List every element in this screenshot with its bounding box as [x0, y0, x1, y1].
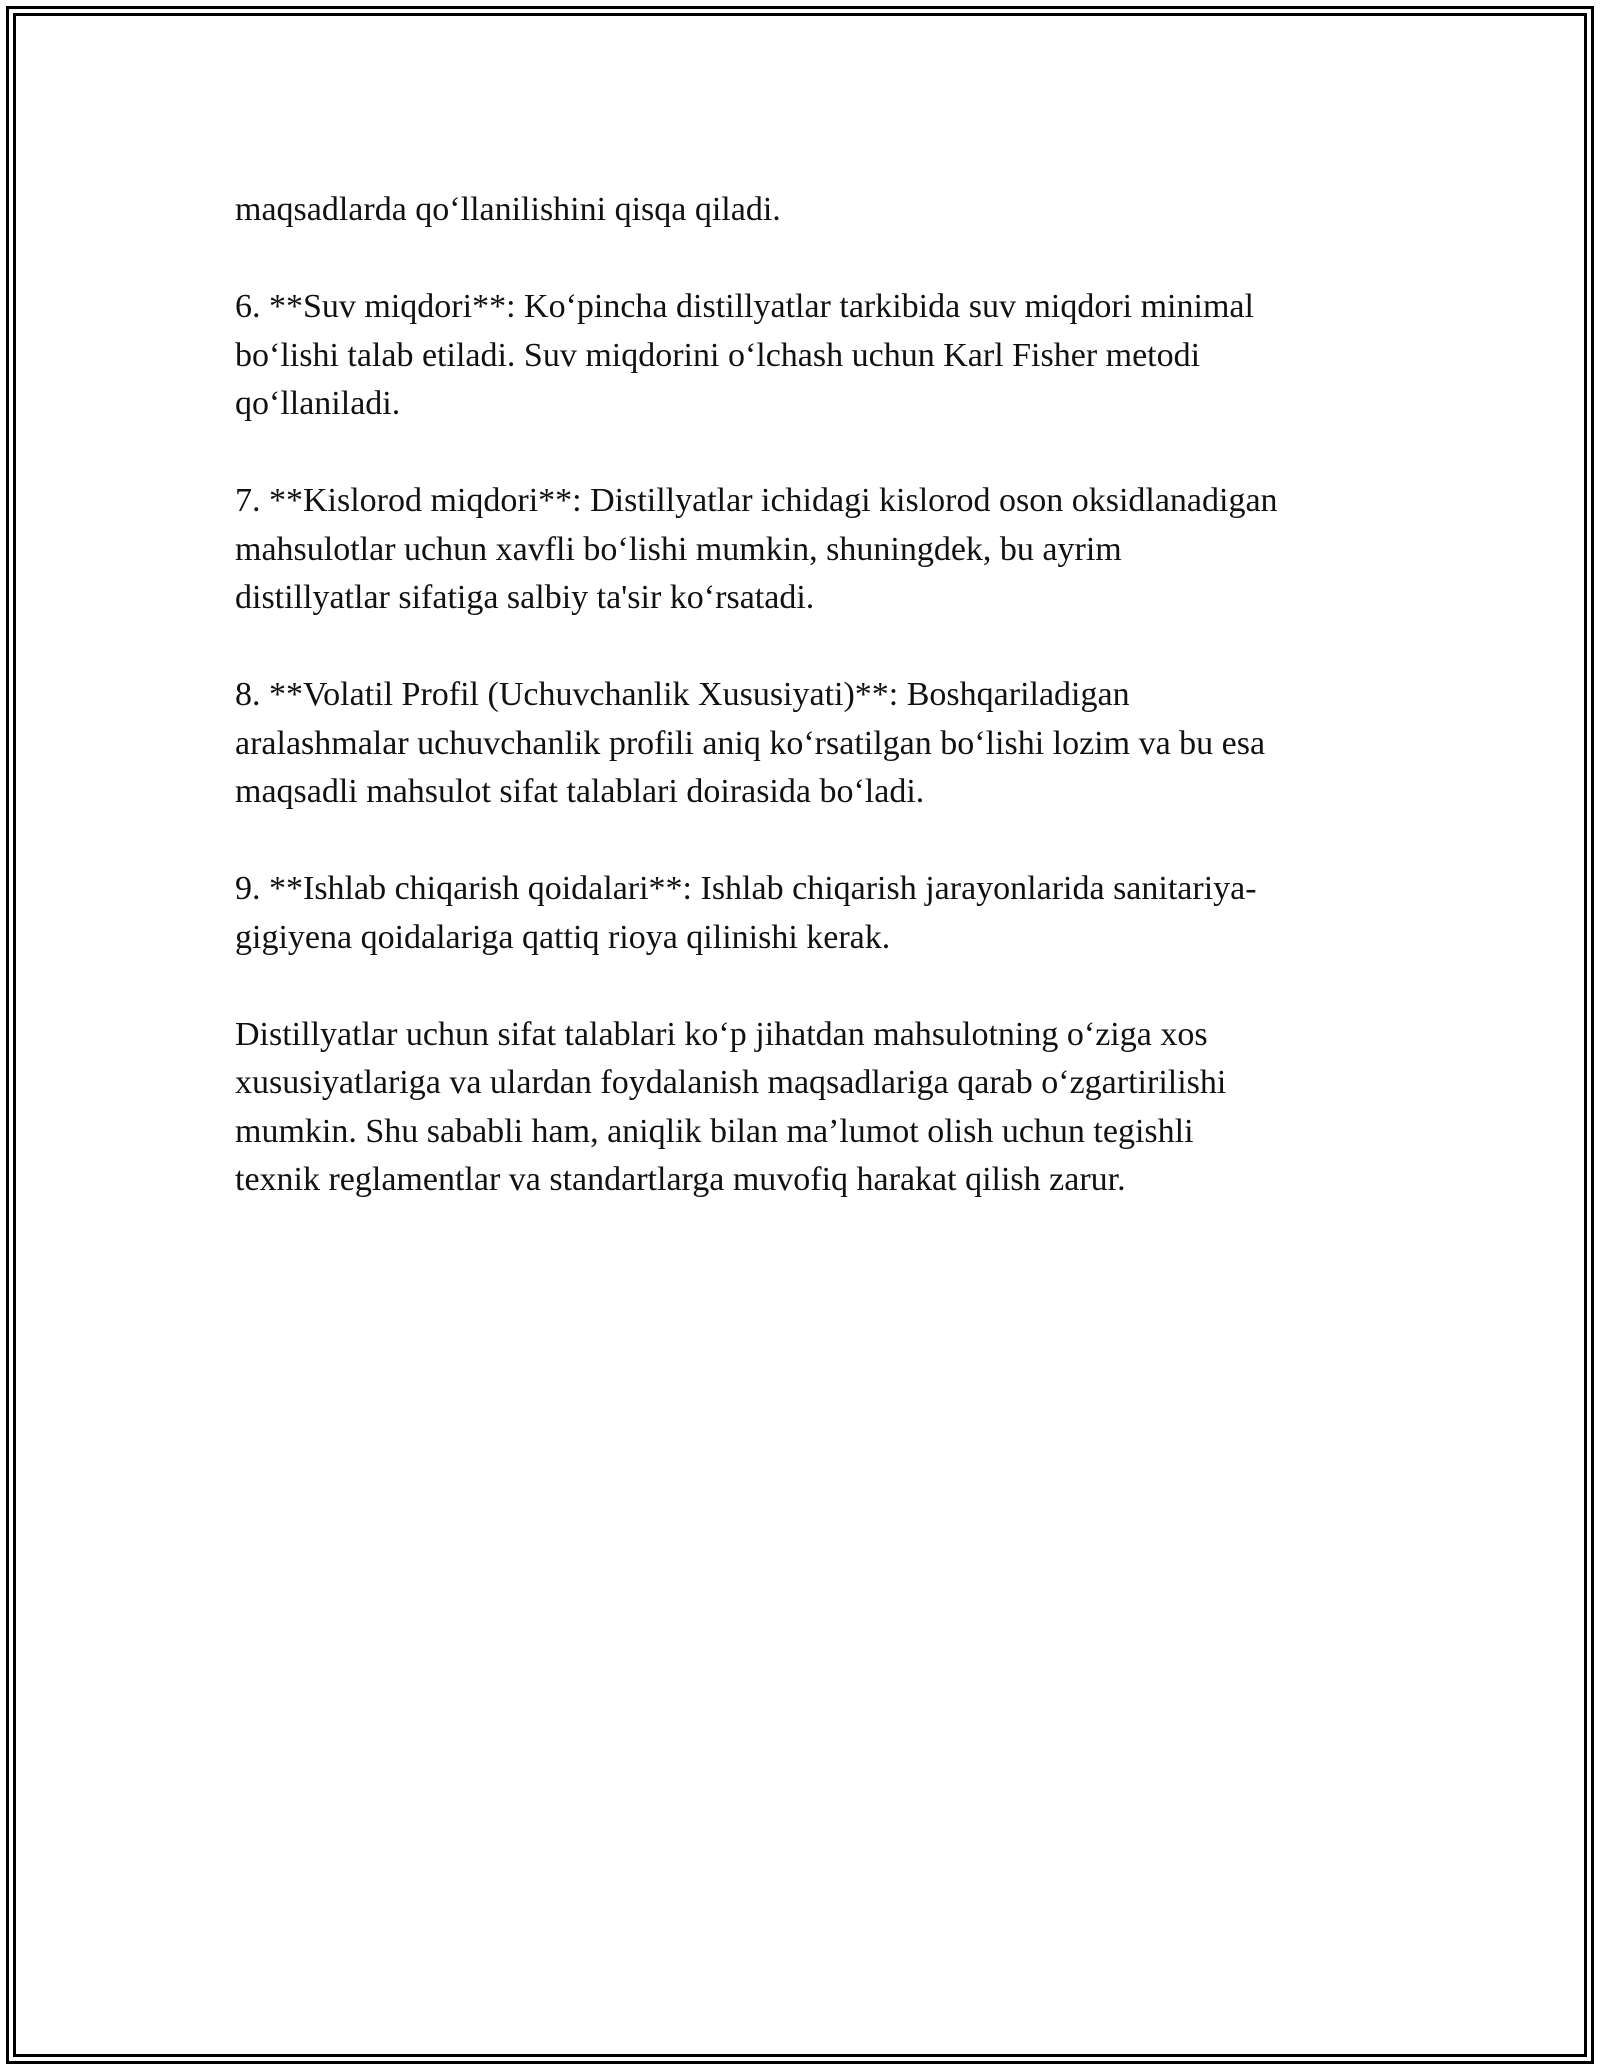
paragraph-item-9-production-rules: 9. **Ishlab chiqarish qoidalari**: Ishlab chiqarish jarayonlarida sanitariya- gigiyena qoidalariga qattiq rioya qilinishi kerak. [235, 870, 1257, 956]
paragraph-continuation: maqsadlarda qo‘llanilishini qisqa qiladi. [235, 191, 781, 228]
document-body [235, 186, 1385, 1253]
paragraph-conclusion: Distillyatlar uchun sifat talablari ko‘p jihatdan mahsulotning o‘ziga xos xususiyatlariga va ulardan foydalanish maqsadlariga qarab o‘zgartirilishi mumkin. Shu sababli ham, aniqlik bilan ma’lumot olish uchun tegishli texnik reglamentlar va standartlarga muvofiq harakat qilish zarur. [235, 1015, 1227, 1198]
paragraph-item-7-oxygen-content: 7. **Kislorod miqdori**: Distillyatlar ichidagi kislorod oson oksidlanadigan mahsulotlar uchun xavfli bo‘lishi mumkin, shuningdek, bu ayrim distillyatlar sifatiga salbiy ta'sir ko‘rsatadi. [235, 482, 1278, 616]
paragraph-item-8-volatile-profile: 8. **Volatil Profil (Uchuvchanlik Xususiyati)**: Boshqariladigan aralashmalar uchuvchanlik profili aniq ko‘rsatilgan bo‘lishi lozim va bu esa maqsadli mahsulot sifat talablari doirasida bo‘ladi. [235, 676, 1266, 810]
paragraph-item-6-water-content: 6. **Suv miqdori**: Ko‘pincha distillyatlar tarkibida suv miqdori minimal bo‘lishi talab etiladi. Suv miqdorini o‘lchash uchun Karl Fisher metodi qo‘llaniladi. [235, 288, 1254, 422]
